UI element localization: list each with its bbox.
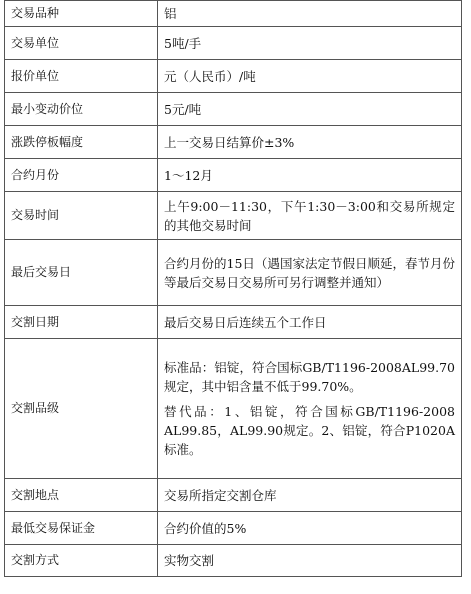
table-row [5,60,462,93]
row-value: 最后交易日后连续五个工作日 [158,306,462,339]
row-label: 交割方式 [5,545,158,577]
row-value: 合约价值的5% [158,512,462,545]
table-row [5,27,462,60]
substitute-grade-text: 替代品：1、铝锭，符合国标GB/T1196-2008 AL99.85，AL99.90规定。2、铝锭，符合P1020A标准。 [164,404,455,457]
table-row [5,1,462,27]
row-label: 交易品种 [5,1,158,27]
table-row [5,545,462,577]
row-label: 最小变动价位 [5,93,158,126]
row-value: 合约月份的15日（遇国家法定节假日顺延，春节月份等最后交易日交易所可另行调整并通知） [158,240,462,306]
row-value [158,339,462,479]
row-value: 交易所指定交割仓库 [158,479,462,512]
table-row [5,240,462,306]
table-row [5,93,462,126]
row-label: 交割品级 [5,339,158,479]
standard-grade-text: 标准品：铝锭，符合国标GB/T1196-2008AL99.70规定，其中铝含量不低于99.70%。 [164,360,455,394]
table-row [5,126,462,159]
contract-spec-table [4,0,462,577]
row-value: 1～12月 [158,159,462,192]
row-value: 上一交易日结算价±3% [158,126,462,159]
table-row [5,159,462,192]
row-label: 涨跌停板幅度 [5,126,158,159]
row-label: 合约月份 [5,159,158,192]
row-value: 元（人民币）/吨 [158,60,462,93]
table-row [5,306,462,339]
row-value: 上午9:00－11:30，下午1:30－3:00和交易所规定的其他交易时间 [158,192,462,240]
table-row [5,339,462,479]
table-row [5,512,462,545]
row-value: 5元/吨 [158,93,462,126]
table-row [5,192,462,240]
row-value: 5吨/手 [158,27,462,60]
row-label: 报价单位 [5,60,158,93]
row-value: 铝 [158,1,462,27]
row-label: 交易单位 [5,27,158,60]
table-row [5,479,462,512]
row-label: 交割日期 [5,306,158,339]
row-label: 交割地点 [5,479,158,512]
row-label: 最后交易日 [5,240,158,306]
row-label: 交易时间 [5,192,158,240]
row-value: 实物交割 [158,545,462,577]
row-label: 最低交易保证金 [5,512,158,545]
